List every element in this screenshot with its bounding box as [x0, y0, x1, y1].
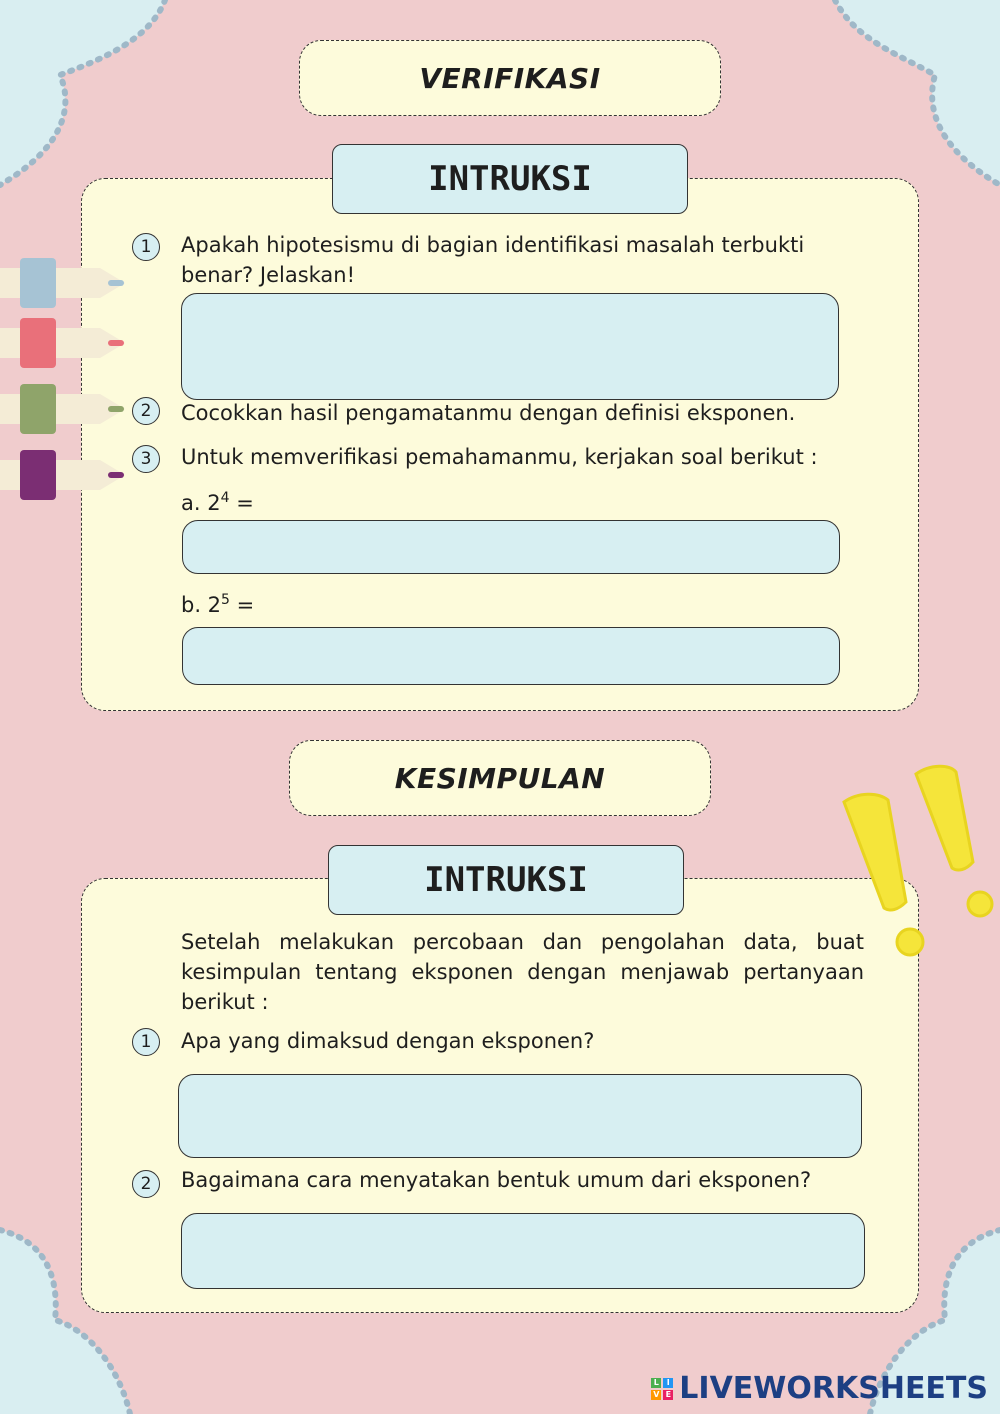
answer-box-definition[interactable] [178, 1074, 862, 1158]
item-number-2: 2 [132, 397, 160, 425]
item-number-1: 1 [132, 1028, 160, 1056]
kesimpulan-title: KESIMPULAN [289, 740, 711, 816]
verifikasi-item-3-text: Untuk memverifikasi pemahamanmu, kerjakan soal berikut : [181, 445, 818, 469]
answer-box-question-a[interactable] [182, 520, 840, 574]
liveworksheets-logo-icon: L I V E [651, 1378, 673, 1400]
verifikasi-title: VERIFIKASI [299, 40, 721, 116]
verifikasi-item-2-text: Cocokkan hasil pengamatanmu dengan definisi eksponen. [181, 401, 796, 425]
item-number-1: 1 [132, 233, 160, 261]
verifikasi-item-1-text: Apakah hipotesismu di bagian identifikasi masalah terbukti benar? Jelaskan! [181, 233, 805, 287]
brand-name: LIVEWORKSHEETS [679, 1371, 988, 1406]
liveworksheets-brand [651, 1371, 988, 1406]
verifikasi-instruction-tab: INTRUKSI [332, 144, 688, 214]
kesimpulan-item-2-text: Bagaimana cara menyatakan bentuk umum dari eksponen? [181, 1168, 812, 1192]
answer-box-hypothesis[interactable] [181, 293, 839, 400]
question-a: a. $2^4$ = [181, 490, 254, 515]
question-b: b. $2^5$ = [181, 592, 255, 617]
kesimpulan-item-1-text: Apa yang dimaksud dengan eksponen? [181, 1029, 595, 1053]
kesimpulan-instruction-tab: INTRUKSI [328, 845, 684, 915]
answer-box-general-form[interactable] [181, 1213, 865, 1289]
answer-box-question-b[interactable] [182, 627, 840, 685]
item-number-3: 3 [132, 445, 160, 473]
item-number-2: 2 [132, 1170, 160, 1198]
marker-pens-decoration [0, 250, 130, 510]
kesimpulan-intro: Setelah melakukan percobaan dan pengolahan data, buat kesimpulan tentang eksponen dengan menjawab pertanyaan berikut : [181, 930, 864, 1014]
